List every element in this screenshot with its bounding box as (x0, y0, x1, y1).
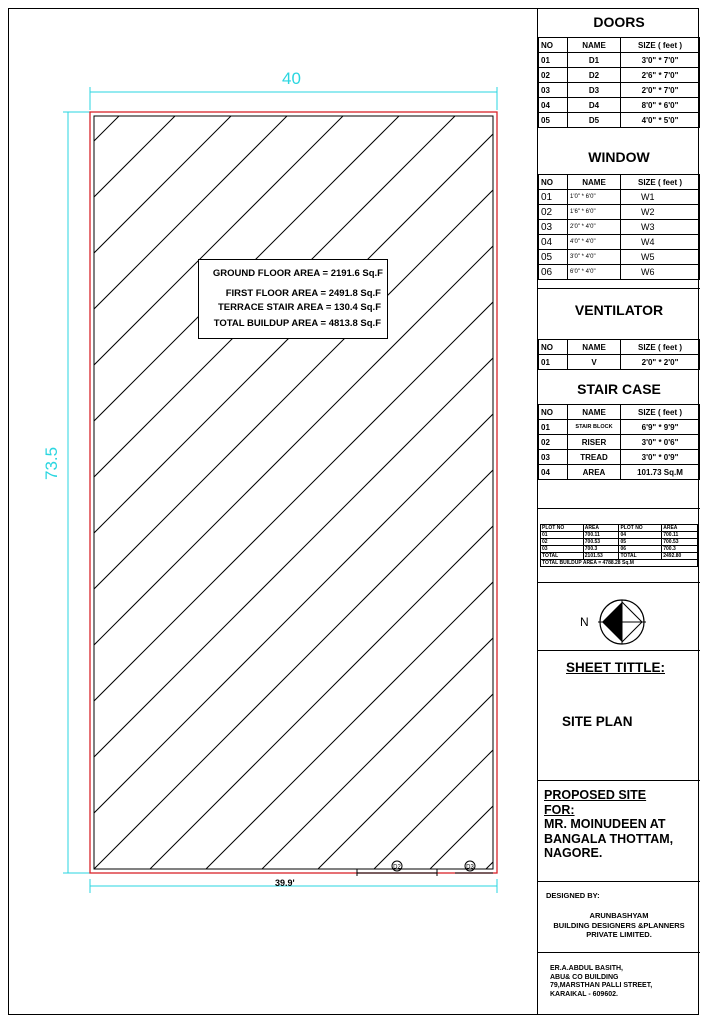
table-cell: TOTAL (619, 553, 662, 560)
table-cell: 01 (539, 420, 568, 435)
table-cell: 02 (539, 205, 568, 220)
proposed-line-1: PROPOSED SITE (544, 788, 647, 802)
table-cell: 6'9" * 9'9" (621, 420, 700, 435)
proposed-line-4: BANGALA THOTTAM, (544, 831, 674, 846)
table-row (539, 68, 700, 83)
header-cell: PLOT NO (541, 525, 584, 532)
table-cell: 05 (539, 113, 568, 128)
table-cell: RISER (568, 435, 621, 450)
ventilator-table (538, 339, 700, 370)
table-header-row (539, 405, 700, 420)
header-cell: NAME (568, 340, 621, 355)
staircase-title: STAIR CASE (577, 381, 661, 397)
engineer-line-1: ER.A.ABDUL BASITH, (550, 965, 623, 972)
dimension-lines (63, 87, 497, 893)
hatch-line (0, 116, 231, 869)
header-cell: AREA (583, 525, 619, 532)
header-cell: SIZE ( feet ) (621, 38, 700, 53)
table-cell: 4'0" * 4'0" (568, 235, 621, 250)
engineer-block (550, 965, 652, 999)
header-cell: PLOT NO (619, 525, 662, 532)
hatch-line (0, 116, 537, 869)
table-cell: D1 (568, 53, 621, 68)
doors-table (538, 37, 700, 128)
staircase-table (538, 404, 700, 480)
doors-title: DOORS (593, 14, 645, 30)
table-row (539, 98, 700, 113)
proposed-line-2: FOR: (544, 802, 575, 817)
hatch-line (0, 116, 175, 869)
table-cell: 01 (539, 355, 568, 370)
total-buildup-area: TOTAL BUILDUP AREA = 4813.8 Sq.F (213, 318, 381, 329)
table-cell: 05 (539, 250, 568, 265)
title-block (537, 8, 699, 1015)
table-row (539, 190, 700, 205)
site-hatch (0, 116, 537, 869)
proposed-line-5: NAGORE. (544, 846, 603, 860)
table-row (539, 435, 700, 450)
table-row (539, 205, 700, 220)
plot-outer-boundary (90, 112, 497, 873)
divider (538, 780, 700, 781)
table-cell: 01 (541, 532, 584, 539)
area-summary-box (198, 259, 388, 339)
table-cell: 2492.80 (662, 553, 698, 560)
table-total-row (541, 553, 698, 560)
table-row (541, 546, 698, 553)
divider (538, 582, 700, 583)
hatch-line (430, 116, 537, 869)
ventilator-title: VENTILATOR (574, 302, 664, 318)
table-row (539, 235, 700, 250)
table-cell: 2101.53 (583, 553, 619, 560)
table-cell: 700.3 (583, 546, 619, 553)
table-cell: 700.53 (583, 539, 619, 546)
table-cell: 700.11 (583, 532, 619, 539)
table-cell: 2'0" * 4'0" (568, 220, 621, 235)
hatch-line (0, 116, 119, 869)
table-cell: 1'0" * 6'0" (568, 190, 621, 205)
window-title: WINDOW (588, 149, 650, 165)
table-cell: 4'0" * 5'0" (621, 113, 700, 128)
door-tag-d2: D2 (393, 864, 401, 871)
table-row (541, 532, 698, 539)
hatch-line (0, 116, 537, 869)
table-cell: D5 (568, 113, 621, 128)
table-cell: 03 (539, 220, 568, 235)
table-cell: AREA (568, 465, 621, 480)
header-cell: NO (539, 405, 568, 420)
table-cell: W6 (621, 265, 700, 280)
table-cell: 03 (539, 83, 568, 98)
hatch-line (0, 116, 537, 869)
table-row (539, 355, 700, 370)
table-cell: V (568, 355, 621, 370)
proposed-line-3: MR. MOINUDEEN AT (544, 817, 666, 831)
table-cell: 1'6" * 6'0" (568, 205, 621, 220)
table-cell: D2 (568, 68, 621, 83)
table-row (541, 539, 698, 546)
plot-width-label: 40 (282, 69, 301, 88)
table-cell: 04 (619, 532, 662, 539)
table-header-row (539, 38, 700, 53)
hatch-line (0, 116, 537, 869)
header-cell: NAME (568, 405, 621, 420)
plot-bottom-label: 39.9' (275, 878, 295, 888)
table-cell: 06 (539, 265, 568, 280)
header-cell: NO (539, 340, 568, 355)
table-cell: W5 (621, 250, 700, 265)
table-header-row (541, 525, 698, 532)
table-cell: 03 (539, 450, 568, 465)
table-cell: 700.3 (662, 546, 698, 553)
hatch-line (0, 116, 7, 869)
header-cell: SIZE ( feet ) (621, 405, 700, 420)
table-cell: TREAD (568, 450, 621, 465)
hatch-line (94, 116, 537, 869)
ground-floor-area: GROUND FLOOR AREA = 2191.6 Sq.F (212, 268, 383, 279)
table-cell: TOTAL BUILDUP AREA = 4788.28 Sq.M (541, 560, 698, 567)
table-cell: 06 (619, 546, 662, 553)
designer-line-3: PRIVATE LIMITED. (586, 930, 652, 939)
table-row (539, 420, 700, 435)
header-cell: SIZE ( feet ) (621, 340, 700, 355)
window-table (538, 174, 700, 280)
header-cell: AREA (662, 525, 698, 532)
divider (538, 881, 700, 882)
divider (538, 288, 700, 289)
table-header-row (539, 340, 700, 355)
table-cell: 3'0" * 0'6" (621, 435, 700, 450)
table-cell: 700.53 (662, 539, 698, 546)
table-cell: D4 (568, 98, 621, 113)
hatch-line (0, 116, 399, 869)
hatch-line (486, 116, 537, 869)
designer-line-2: BUILDING DESIGNERS &PLANNERS (553, 920, 685, 930)
engineer-line-3: 79,MARSTHAN PALLI STREET, (550, 982, 653, 989)
table-cell: W2 (621, 205, 700, 220)
table-header-row (539, 175, 700, 190)
table-row (539, 113, 700, 128)
hatch-line (150, 116, 537, 869)
table-cell: 6'0" * 4'0" (568, 265, 621, 280)
header-cell: NAME (568, 38, 621, 53)
first-floor-area: FIRST FLOOR AREA = 2491.8 Sq.F (225, 288, 381, 299)
hatch-line (262, 116, 537, 869)
hatch-line (0, 116, 511, 869)
hatch-line (0, 116, 343, 869)
table-row (539, 220, 700, 235)
table-cell: 700.11 (662, 532, 698, 539)
table-row (539, 250, 700, 265)
designer-line-1: ARUNBASHYAM (589, 911, 649, 920)
header-cell: SIZE ( feet ) (621, 175, 700, 190)
table-cell: 3'0" * 7'0" (621, 53, 700, 68)
table-cell: 03 (541, 546, 584, 553)
sheet-title-label: SHEET TITTLE: (566, 660, 665, 675)
table-cell: 02 (539, 435, 568, 450)
header-cell: NAME (568, 175, 621, 190)
divider (538, 508, 700, 509)
designed-by-label: DESIGNED BY: (546, 891, 600, 900)
table-cell: 04 (539, 235, 568, 250)
table-cell: 3'0" * 4'0" (568, 250, 621, 265)
table-cell: TOTAL (541, 553, 584, 560)
table-cell: 2'0" * 2'0" (621, 355, 700, 370)
divider (538, 650, 700, 651)
table-cell: 8'0" * 6'0" (621, 98, 700, 113)
table-cell: W3 (621, 220, 700, 235)
sheet-title-value: SITE PLAN (562, 714, 633, 729)
hatch-line (0, 116, 63, 869)
table-cell: 02 (539, 68, 568, 83)
hatch-line (38, 116, 537, 869)
header-cell: NO (539, 175, 568, 190)
table-total-buildup-row (541, 560, 698, 567)
table-row (539, 450, 700, 465)
table-cell: 2'0" * 7'0" (621, 83, 700, 98)
terrace-stair-area: TERRACE STAIR AREA = 130.4 Sq.F (217, 302, 381, 313)
table-cell: 01 (539, 190, 568, 205)
plot-inner-boundary (94, 116, 493, 869)
designer-block (538, 911, 700, 940)
divider (538, 952, 700, 953)
table-cell: 01 (539, 53, 568, 68)
table-cell: STAIR BLOCK (568, 420, 621, 435)
table-row (539, 53, 700, 68)
table-cell: 101.73 Sq.M (621, 465, 700, 480)
engineer-line-4: KARAIKAL - 609602. (550, 990, 618, 998)
header-cell: NO (539, 38, 568, 53)
table-cell: 3'0" * 0'9" (621, 450, 700, 465)
table-row (539, 83, 700, 98)
door-tag-d3: D3 (466, 864, 474, 871)
table-cell: W1 (621, 190, 700, 205)
plot-area-table (540, 524, 698, 567)
table-cell: 04 (539, 465, 568, 480)
table-cell: D3 (568, 83, 621, 98)
proposed-site-block (544, 788, 673, 861)
table-cell: 2'6" * 7'0" (621, 68, 700, 83)
hatch-line (318, 116, 537, 869)
table-cell: 02 (541, 539, 584, 546)
table-cell: 05 (619, 539, 662, 546)
plot-height-label: 73.5 (42, 446, 61, 480)
table-cell: W4 (621, 235, 700, 250)
table-cell: 04 (539, 98, 568, 113)
hatch-line (0, 116, 287, 869)
engineer-line-2: ABU& CO BUILDING (550, 973, 619, 981)
table-row (539, 265, 700, 280)
table-row (539, 465, 700, 480)
north-label: N (580, 615, 589, 629)
